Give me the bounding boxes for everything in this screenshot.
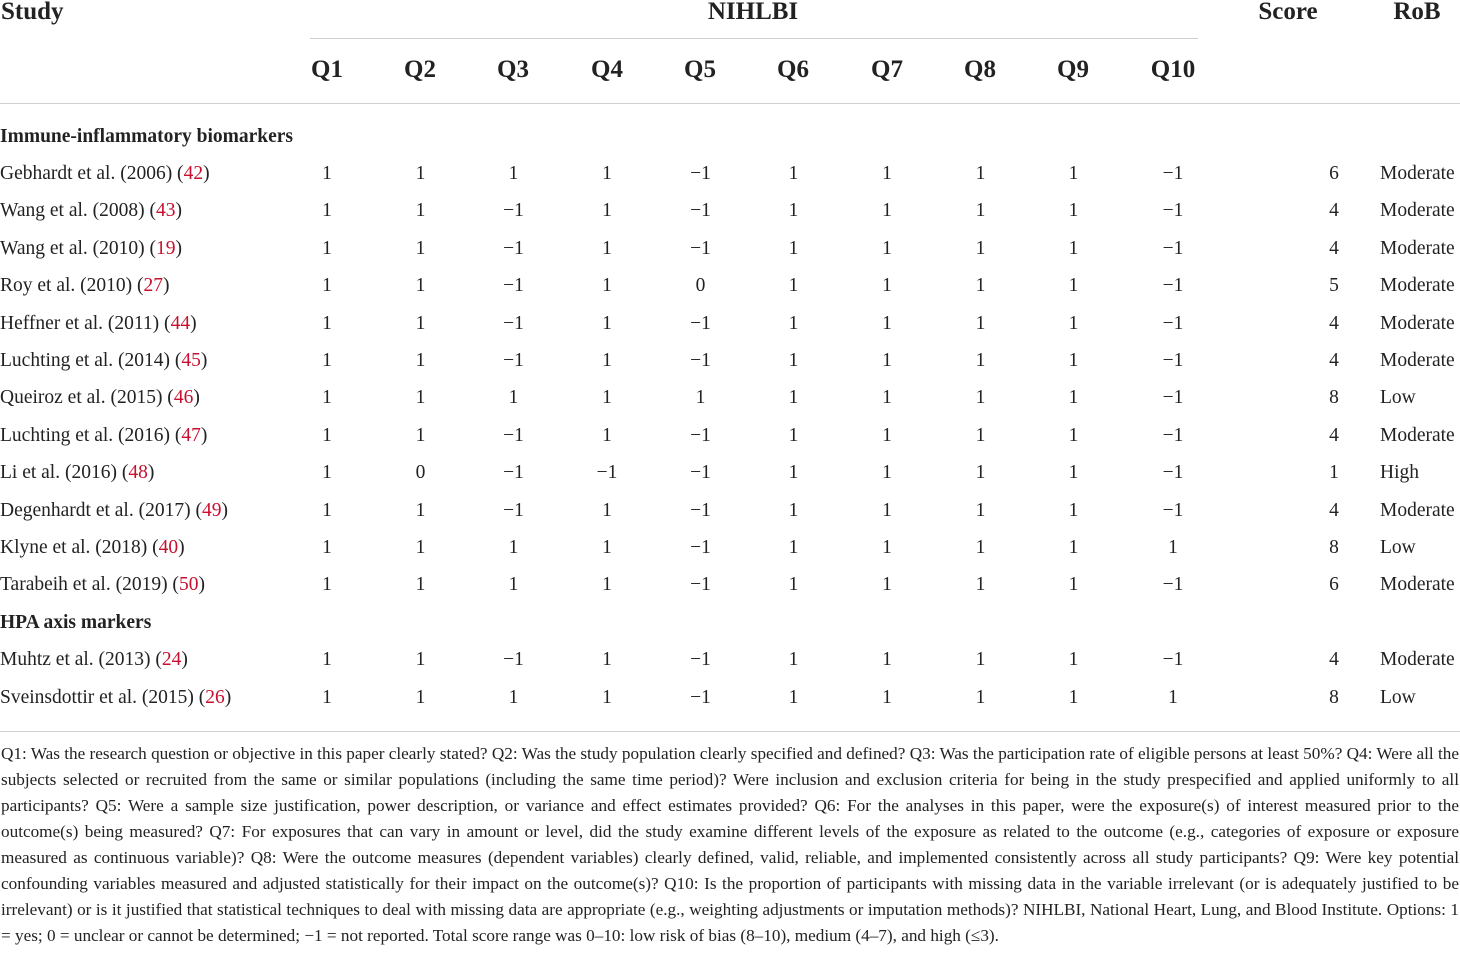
q8-cell: 1 [975,275,986,297]
q8-cell: 1 [975,387,986,409]
score-cell: 6 [1329,163,1339,185]
study-cell [0,155,280,192]
rob-cell: Moderate [1380,237,1455,259]
q4-cell: 1 [602,387,612,409]
q8-cell: 1 [975,499,986,521]
q6-cell: 1 [788,536,799,558]
q2-cell: 1 [415,312,426,334]
q10-cell: −1 [1162,350,1184,372]
q4-cell: 1 [602,499,612,521]
reference-close: ) [193,387,200,409]
reference-close: ) [203,163,210,185]
spacer-cell [1226,268,1288,305]
score-cell: 4 [1329,237,1339,259]
header-bottom-rule [0,103,1460,104]
q9-cell: 1 [1068,237,1079,259]
study-name: Muhtz et al. (2013) ( [0,649,162,671]
reference-link[interactable]: 50 [178,574,199,596]
column-header-q2: Q2 [404,56,436,83]
table-bottom-rule [0,731,1460,732]
section-row [0,118,1460,155]
q5-cell: 0 [695,275,706,297]
q8-cell: 1 [975,649,986,671]
rob-cell: Moderate [1380,424,1455,446]
spacer-cell [1226,380,1288,417]
table-row [0,193,1460,230]
study-name: Tarabeih et al. (2019) ( [0,574,179,596]
score-cell: 8 [1329,387,1339,409]
q1-cell: 1 [322,686,332,708]
q6-cell: 1 [788,424,799,446]
q10-cell: 1 [1168,536,1178,558]
q2-cell: 1 [415,649,426,671]
table-row [0,342,1460,379]
score-cell: 4 [1329,424,1339,446]
q5-cell: −1 [690,686,711,708]
q9-cell: 1 [1068,462,1079,484]
q10-cell: −1 [1162,574,1184,596]
reference-link[interactable]: 46 [173,387,194,409]
q8-cell: 1 [975,536,986,558]
spacer-cell [1226,641,1288,678]
study-cell [0,193,280,230]
section-title: Immune-inflammatory biomarkers [0,125,294,147]
study-cell [0,567,280,604]
spacer-cell [1226,230,1288,267]
q10-cell: −1 [1162,387,1184,409]
q1-cell: 1 [322,649,332,671]
study-cell [0,268,280,305]
rob-cell: Moderate [1380,574,1455,596]
reference-link[interactable]: 49 [201,499,222,521]
q3-cell: −1 [503,275,524,297]
q8-cell: 1 [975,462,986,484]
q5-cell: −1 [690,462,711,484]
q10-cell: −1 [1162,200,1184,222]
q5-cell: −1 [690,424,711,446]
q10-cell: −1 [1162,462,1184,484]
q9-cell: 1 [1068,649,1079,671]
column-header-q5: Q5 [684,56,716,83]
rob-cell: Moderate [1380,350,1455,372]
score-cell: 4 [1329,499,1339,521]
q7-cell: 1 [882,574,892,596]
spacer-cell [1226,155,1288,192]
table-row [0,155,1460,192]
q1-cell: 1 [322,462,332,484]
q7-cell: 1 [882,424,892,446]
q9-cell: 1 [1068,200,1079,222]
q4-cell: 1 [602,350,612,372]
study-cell [0,230,280,267]
reference-close: ) [147,462,155,484]
q6-cell: 1 [788,275,799,297]
rob-cell: Moderate [1380,499,1455,521]
spacer-cell [1226,455,1288,492]
q10-cell: −1 [1162,312,1184,334]
q6-cell: 1 [788,462,799,484]
q4-cell: 1 [602,237,612,259]
table-row [0,679,1460,716]
q10-cell: −1 [1162,237,1184,259]
q10-cell: −1 [1162,163,1184,185]
q3-cell: 1 [508,686,519,708]
q4-cell: 1 [602,200,612,222]
rob-cell: Moderate [1380,649,1455,671]
q6-cell: 1 [788,312,799,334]
reference-link[interactable]: 26 [205,686,225,708]
reference-close: ) [190,312,197,334]
reference-close: ) [163,275,170,297]
study-name: Heffner et al. (2011) ( [0,312,171,334]
table-row [0,529,1460,566]
q7-cell: 1 [882,462,892,484]
q6-cell: 1 [788,499,799,521]
q5-cell: −1 [690,350,711,372]
column-header-q6: Q6 [777,56,809,83]
score-cell: 4 [1329,200,1339,222]
study-cell [0,380,280,417]
reference-link[interactable]: 42 [183,163,204,185]
q4-cell: 1 [602,312,612,334]
q8-cell: 1 [975,163,986,185]
q4-cell: 1 [602,163,612,185]
q9-cell: 1 [1068,499,1079,521]
reference-link[interactable]: 44 [170,312,191,334]
study-cell [0,305,280,342]
score-cell: 1 [1329,462,1339,484]
q6-cell: 1 [788,574,799,596]
study-name: Roy et al. (2010) ( [0,275,144,297]
q3-cell: 1 [508,163,519,185]
q6-cell: 1 [788,350,799,372]
q4-cell: 1 [602,424,612,446]
reference-link[interactable]: 47 [181,424,201,446]
q1-cell: 1 [322,163,332,185]
q4-cell: 1 [602,574,612,596]
group-header-rule [310,38,1198,39]
reference-close: ) [175,200,182,222]
column-header-q4: Q4 [591,56,623,83]
q2-cell: 1 [415,686,426,708]
rob-cell: Moderate [1380,275,1455,297]
reference-close: ) [178,536,185,558]
q3-cell: 1 [508,387,519,409]
score-cell: 8 [1329,686,1339,708]
q3-cell: −1 [503,499,524,521]
study-cell [0,455,280,492]
reference-link[interactable]: 24 [161,649,182,671]
q5-cell: −1 [690,312,711,334]
spacer-cell [1226,193,1288,230]
q4-cell: 1 [602,275,612,297]
column-header-q1: Q1 [311,56,343,83]
score-cell: 5 [1329,275,1339,297]
q9-cell: 1 [1068,574,1079,596]
q6-cell: 1 [788,163,799,185]
q5-cell: −1 [690,499,711,521]
q10-cell: 1 [1168,686,1178,708]
rob-cell: High [1380,462,1419,484]
rob-cell: Moderate [1380,200,1455,222]
q3-cell: −1 [503,462,524,484]
risk-of-bias-table [0,118,1460,716]
table-row [0,230,1460,267]
q7-cell: 1 [882,649,892,671]
study-cell [0,342,280,379]
reference-link[interactable]: 48 [128,462,148,484]
column-header-study: Study [1,0,64,25]
q3-cell: 1 [508,536,519,558]
table-row [0,567,1460,604]
q9-cell: 1 [1068,275,1079,297]
column-header-q9: Q9 [1057,56,1089,83]
q7-cell: 1 [882,499,892,521]
q2-cell: 0 [415,462,426,484]
score-cell: 4 [1329,649,1339,671]
study-name: Queiroz et al. (2015) ( [0,387,174,409]
study-name: Li et al. (2016) ( [0,462,129,484]
table-row [0,380,1460,417]
reference-close: ) [221,499,228,521]
q1-cell: 1 [322,237,332,259]
q6-cell: 1 [788,237,799,259]
spacer-cell [1226,492,1288,529]
score-cell: 6 [1329,574,1339,596]
q1-cell: 1 [322,499,332,521]
q5-cell: −1 [690,574,711,596]
q7-cell: 1 [882,275,892,297]
q6-cell: 1 [788,200,799,222]
q1-cell: 1 [322,424,332,446]
q5-cell: −1 [690,649,711,671]
q7-cell: 1 [882,350,892,372]
rob-cell: Low [1380,536,1416,558]
q2-cell: 1 [415,424,426,446]
q9-cell: 1 [1068,536,1079,558]
q3-cell: 1 [508,574,519,596]
q8-cell: 1 [975,200,986,222]
section-title: HPA axis markers [0,611,152,633]
q2-cell: 1 [415,237,426,259]
q8-cell: 1 [975,574,986,596]
spacer-cell [1226,305,1288,342]
q2-cell: 1 [415,536,426,558]
q8-cell: 1 [975,312,986,334]
spacer-cell [1226,679,1288,716]
q9-cell: 1 [1068,387,1079,409]
q1-cell: 1 [322,350,332,372]
column-header-score: Score [1258,0,1318,25]
q3-cell: −1 [503,350,524,372]
reference-link[interactable]: 45 [181,350,201,372]
q4-cell: 1 [602,536,612,558]
q7-cell: 1 [882,387,892,409]
q3-cell: −1 [503,312,524,334]
score-cell: 4 [1329,312,1339,334]
reference-close: ) [198,574,205,596]
study-cell [0,417,280,454]
q5-cell: −1 [690,237,711,259]
q9-cell: 1 [1068,312,1079,334]
q5-cell: −1 [690,536,711,558]
q2-cell: 1 [415,163,426,185]
column-header-q3: Q3 [497,56,529,83]
table-row [0,641,1460,678]
table-row [0,455,1460,492]
spacer-cell [1226,567,1288,604]
q5-cell: 1 [695,387,706,409]
spacer-cell [1226,529,1288,566]
reference-close: ) [224,686,232,708]
spacer-cell [1226,417,1288,454]
q9-cell: 1 [1068,350,1079,372]
q4-cell: 1 [602,686,612,708]
study-cell [0,492,280,529]
q8-cell: 1 [975,237,986,259]
q3-cell: −1 [503,649,524,671]
q10-cell: −1 [1162,499,1184,521]
q4-cell: −1 [596,462,618,484]
reference-close: ) [200,350,208,372]
rob-cell: Low [1380,387,1416,409]
spacer-cell [1226,342,1288,379]
reference-link[interactable]: 19 [156,237,176,259]
q7-cell: 1 [882,237,892,259]
q4-cell: 1 [602,649,612,671]
q2-cell: 1 [415,574,426,596]
q1-cell: 1 [322,536,332,558]
q2-cell: 1 [415,200,426,222]
q2-cell: 1 [415,275,426,297]
reference-link[interactable]: 27 [143,275,164,297]
q6-cell: 1 [788,649,799,671]
q2-cell: 1 [415,350,426,372]
reference-link[interactable]: 40 [158,536,179,558]
study-name: Wang et al. (2008) ( [0,200,156,222]
q10-cell: −1 [1162,649,1184,671]
q7-cell: 1 [882,312,892,334]
score-cell: 4 [1329,350,1339,372]
q5-cell: −1 [690,163,711,185]
study-name: Luchting et al. (2016) ( [0,424,182,446]
q5-cell: −1 [690,200,711,222]
q10-cell: −1 [1162,424,1184,446]
reference-close: ) [200,424,208,446]
study-name: Sveinsdottir et al. (2015) ( [0,686,206,708]
study-name: Gebhardt et al. (2006) ( [0,163,184,185]
reference-close: ) [181,649,188,671]
q3-cell: −1 [503,200,524,222]
study-cell [0,529,280,566]
q1-cell: 1 [322,574,332,596]
q9-cell: 1 [1068,163,1079,185]
rob-cell: Moderate [1380,312,1455,334]
column-group-header-nihlbi: NIHLBI [707,0,799,25]
study-name: Luchting et al. (2014) ( [0,350,182,372]
q1-cell: 1 [322,387,332,409]
q3-cell: −1 [503,237,524,259]
q6-cell: 1 [788,387,799,409]
column-header-q10: Q10 [1150,56,1196,83]
column-header-q8: Q8 [964,56,996,83]
reference-link[interactable]: 43 [156,200,176,222]
q2-cell: 1 [415,387,426,409]
q8-cell: 1 [975,350,986,372]
q2-cell: 1 [415,499,426,521]
column-header-q7: Q7 [871,56,903,83]
q3-cell: −1 [503,424,524,446]
q9-cell: 1 [1068,686,1079,708]
reference-close: ) [175,237,182,259]
q1-cell: 1 [322,275,332,297]
q7-cell: 1 [882,200,892,222]
table-row [0,305,1460,342]
q6-cell: 1 [788,686,799,708]
rob-cell: Moderate [1380,163,1455,185]
q1-cell: 1 [322,312,332,334]
q8-cell: 1 [975,424,986,446]
study-name: Klyne et al. (2018) ( [0,536,159,558]
q7-cell: 1 [882,686,892,708]
q1-cell: 1 [322,200,332,222]
q7-cell: 1 [882,536,892,558]
q10-cell: −1 [1162,275,1184,297]
table-row [0,417,1460,454]
rob-cell: Low [1380,686,1416,708]
q7-cell: 1 [882,163,892,185]
score-cell: 8 [1329,536,1339,558]
q9-cell: 1 [1068,424,1079,446]
study-name: Wang et al. (2010) ( [0,237,156,259]
table-footnote: Q1: Was the research question or objective in this paper clearly stated? Q2: Was the study population clearly specified and defined? Q3: Was the participation rate of eligible persons at least 50%? Q4: Were all the subjects selected or recruited from the same or similar populations (including the same time period)? Were inclusion and exclusion criteria for being in the study prespecified and applied uniformly to all participants? Q5: Were a sample size justification, power description, or variance and effect estimates provided? Q6: For the analyses in this paper, were the exposure(s) of interest measured prior to the outcome(s) being measured? Q7: For exposures that can vary in amount or level, did the study examine different levels of the exposure as related to the outcome (e.g., categories of exposure or exposure measured as continuous variable)? Q8: Were the outcome measures (dependent variables) clearly defined, valid, reliable, and implemented consistently across all study participants? Q9: Were key potential confounding variables measured and adjusted statistically for their impact on the outcome(s)? Q10: Is the proportion of participants with missing data in the variable irrelevant (or is adequately justified to be irrelevant) or is it justified that statistical techniques to deal with missing data are appropriate (e.g., weighting adjustments or imputation methods)? NIHLBI, National Heart, Lung, and Blood Institute. Options: 1 = yes; 0 = unclear or cannot be determined; −1 = not reported. Total score range was 0–10: low risk of bias (8–10), medium (4–7), and high (≤3). [1,744,1459,945]
q8-cell: 1 [975,686,986,708]
column-header-rob: RoB [1393,0,1441,25]
section-row [0,604,1460,641]
table-row [0,492,1460,529]
study-name: Degenhardt et al. (2017) ( [0,499,202,521]
study-cell [0,641,280,678]
table-row [0,268,1460,305]
study-cell [0,679,280,716]
